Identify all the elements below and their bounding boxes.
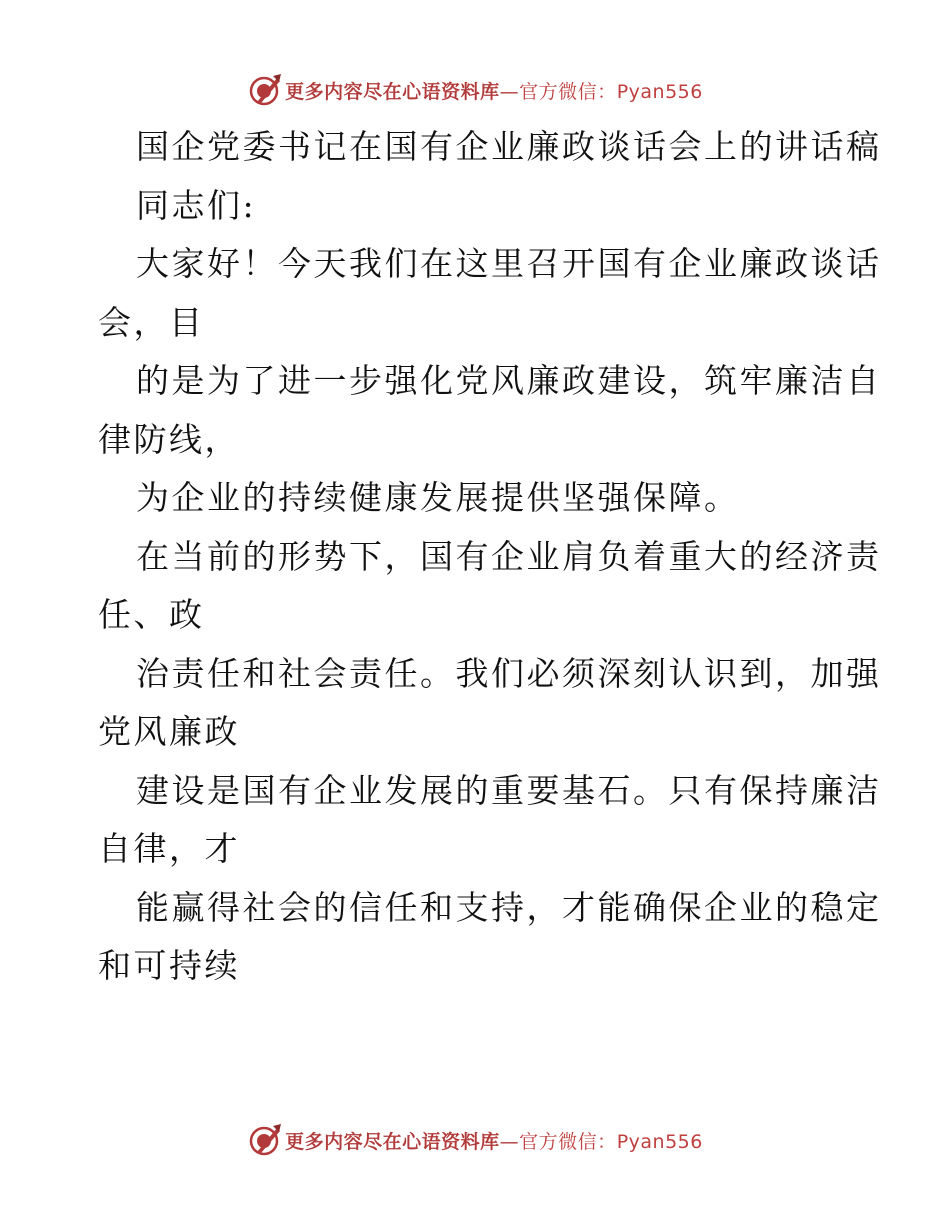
paragraph-line: 任、政 [98,595,205,634]
paragraph-line: 会，目 [98,302,205,342]
banner-text [285,1127,703,1154]
wechat-id: Pyan556 [616,1130,703,1153]
paragraph-line: 同志们: [136,185,257,225]
paragraph-line: 为企业的持续健康发展提供坚强保障。 [136,478,740,517]
paragraph-line: 律防线， [98,419,240,459]
banner-separator: — [499,80,520,103]
paragraph-line: 党风廉政 [98,712,240,751]
wechat-label: 官方微信： [519,1130,617,1153]
header-banner [0,70,950,110]
paragraph-line: 和可持续 [98,946,240,985]
paragraph-line: 治责任和社会责任。我们必须深刻认识到，加强 [136,653,882,693]
banner-text [285,77,703,104]
banner-separator: — [499,1130,520,1153]
document-body [98,118,882,996]
document-title: 国企党委书记在国有企业廉政谈话会上的讲话稿 [136,127,882,166]
paragraph-line: 能赢得社会的信任和支持，才能确保企业的稳定 [136,887,882,927]
paragraph-line: 自律，才 [98,829,240,868]
paragraph-line: 建设是国有企业发展的重要基石。只有保持廉洁 [136,770,882,810]
quill-logo-icon [247,72,283,108]
brand-name: 更多内容尽在心语资料库 [285,1130,500,1153]
quill-logo-icon [247,1122,283,1158]
brand-name: 更多内容尽在心语资料库 [285,80,500,103]
wechat-label: 官方微信： [519,80,617,103]
wechat-id: Pyan556 [616,80,703,103]
paragraph-line: 在当前的形势下，国有企业肩负着重大的经济责 [136,536,882,576]
paragraph-line: 大家好！今天我们在这里召开国有企业廉政谈话 [136,244,882,283]
footer-banner [0,1120,950,1160]
paragraph-line: 的是为了进一步强化党风廉政建设，筑牢廉洁自 [136,361,882,400]
